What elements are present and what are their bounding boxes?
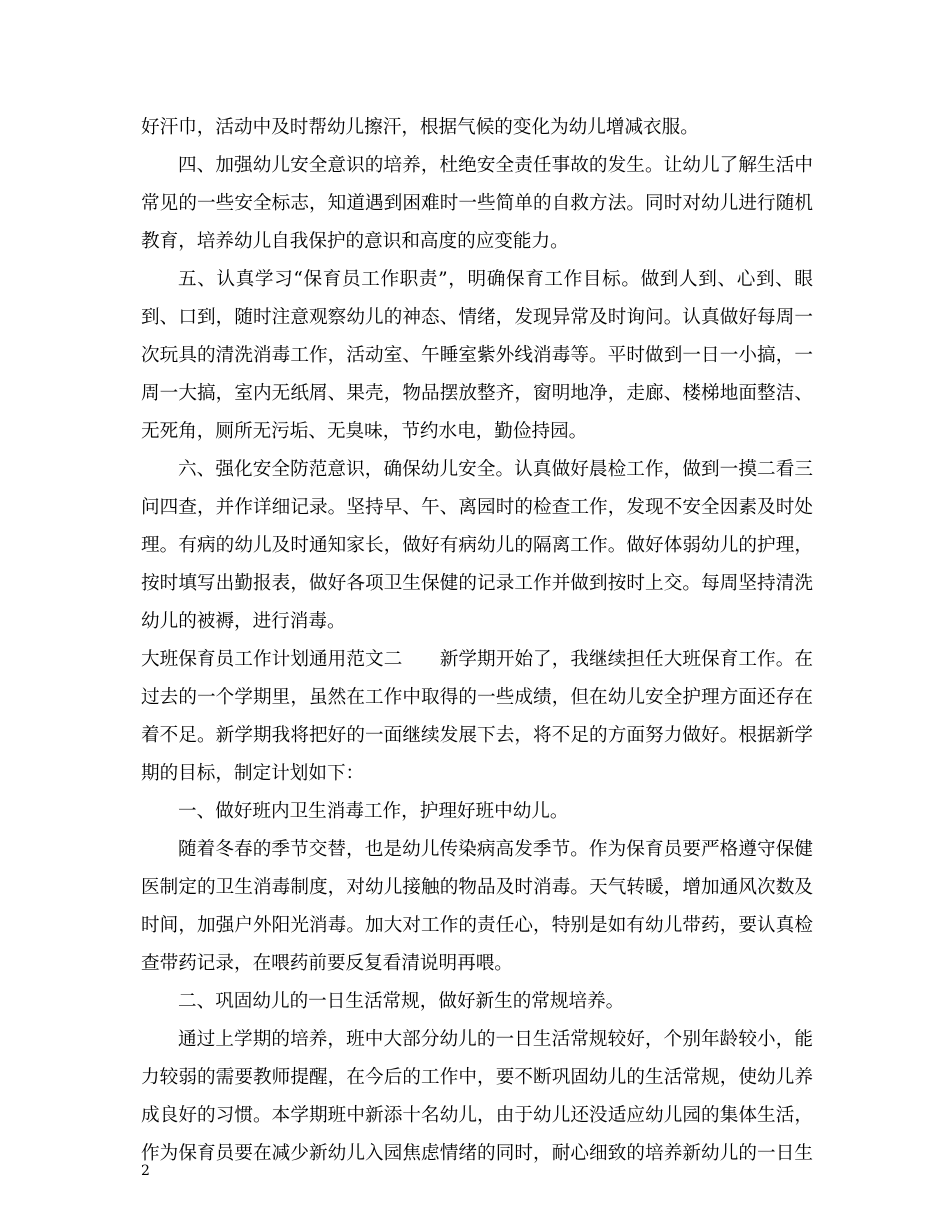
text-line: 随着冬春的季节交替，也是幼儿传染病高发季节。作为保育员要严格遵守保健 [178,839,813,860]
text-line: 周一大搞，室内无纸屑、果壳，物品摆放整齐，窗明地净，走廊、楼梯地面整洁、 [141,383,813,404]
text-line: 幼儿的被褥，进行消毒。 [141,611,346,632]
text-line: 五、认真学习“保育员工作职责”，明确保育工作目标。做到人到、心到、眼 [178,269,813,290]
text-line: 期的目标，制定计划如下： [141,763,365,784]
text-line: 过去的一个学期里，虽然在工作中取得的一些成绩，但在幼儿安全护理方面还存在 [141,687,813,708]
text-line: 次玩具的清洗消毒工作，活动室、午睡室紫外线消毒等。平时做到一日一小搞，一 [141,345,813,366]
text-line: 着不足。新学期我将把好的一面继续发展下去，将不足的方面努力做好。根据新学 [141,725,813,746]
text-line: 理。有病的幼儿及时通知家长，做好有病幼儿的隔离工作。做好体弱幼儿的护理， [141,535,813,556]
text-line: 教育，培养幼儿自我保护的意识和高度的应变能力。 [141,231,569,252]
text-line: 好汗巾，活动中及时帮幼儿擦汗，根据气候的变化为幼儿增减衣服。 [141,117,699,138]
text-line: 无死角，厕所无污垢、无臭味，节约水电，勤俭持园。 [141,421,588,442]
text-line: 查带药记录，在喂药前要反复看清说明再喂。 [141,953,513,974]
text-line: 常见的一些安全标志，知道遇到困难时一些简单的自救方法。同时对幼儿进行随机 [141,193,813,214]
text-line: 二、巩固幼儿的一日生活常规，做好新生的常规培养。 [178,991,625,1012]
text-line: 六、强化安全防范意识，确保幼儿安全。认真做好晨检工作，做到一摸二看三 [178,459,813,480]
text-line: 四、加强幼儿安全意识的培养，杜绝安全责任事故的发生。让幼儿了解生活中 [178,155,813,176]
text-line: 时间，加强户外阳光消毒。加大对工作的责任心，特别是如有幼儿带药，要认真检 [141,915,813,936]
text-line: 成良好的习惯。本学期班中新添十名幼儿，由于幼儿还没适应幼儿园的集体生活， [141,1105,813,1126]
text-line: 问四查，并作详细记录。坚持早、午、离园时的检查工作，发现不安全因素及时处 [141,497,813,518]
text-line: 到、口到，随时注意观察幼儿的神态、情绪，发现异常及时询问。认真做好每周一 [141,307,813,328]
text-line: 医制定的卫生消毒制度，对幼儿接触的物品及时消毒。天气转暖，增加通风次数及 [141,877,813,898]
page-number: 2 [141,1163,150,1179]
text-line: 力较弱的需要教师提醒，在今后的工作中，要不断巩固幼儿的生活常规，使幼儿养 [141,1067,813,1088]
text-line: 通过上学期的培养，班中大部分幼儿的一日生活常规较好，个别年龄较小，能 [178,1029,813,1050]
text-line: 作为保育员要在减少新幼儿入园焦虑情绪的同时，耐心细致的培养新幼儿的一日生 [141,1143,813,1164]
text-line: 一、做好班内卫生消毒工作，护理好班中幼儿。 [178,801,569,822]
text-line: 大班保育员工作计划通用范文二 新学期开始了，我继续担任大班保育工作。在 [141,649,813,670]
text-line: 按时填写出勤报表，做好各项卫生保健的记录工作并做到按时上交。每周坚持清洗 [141,573,813,594]
